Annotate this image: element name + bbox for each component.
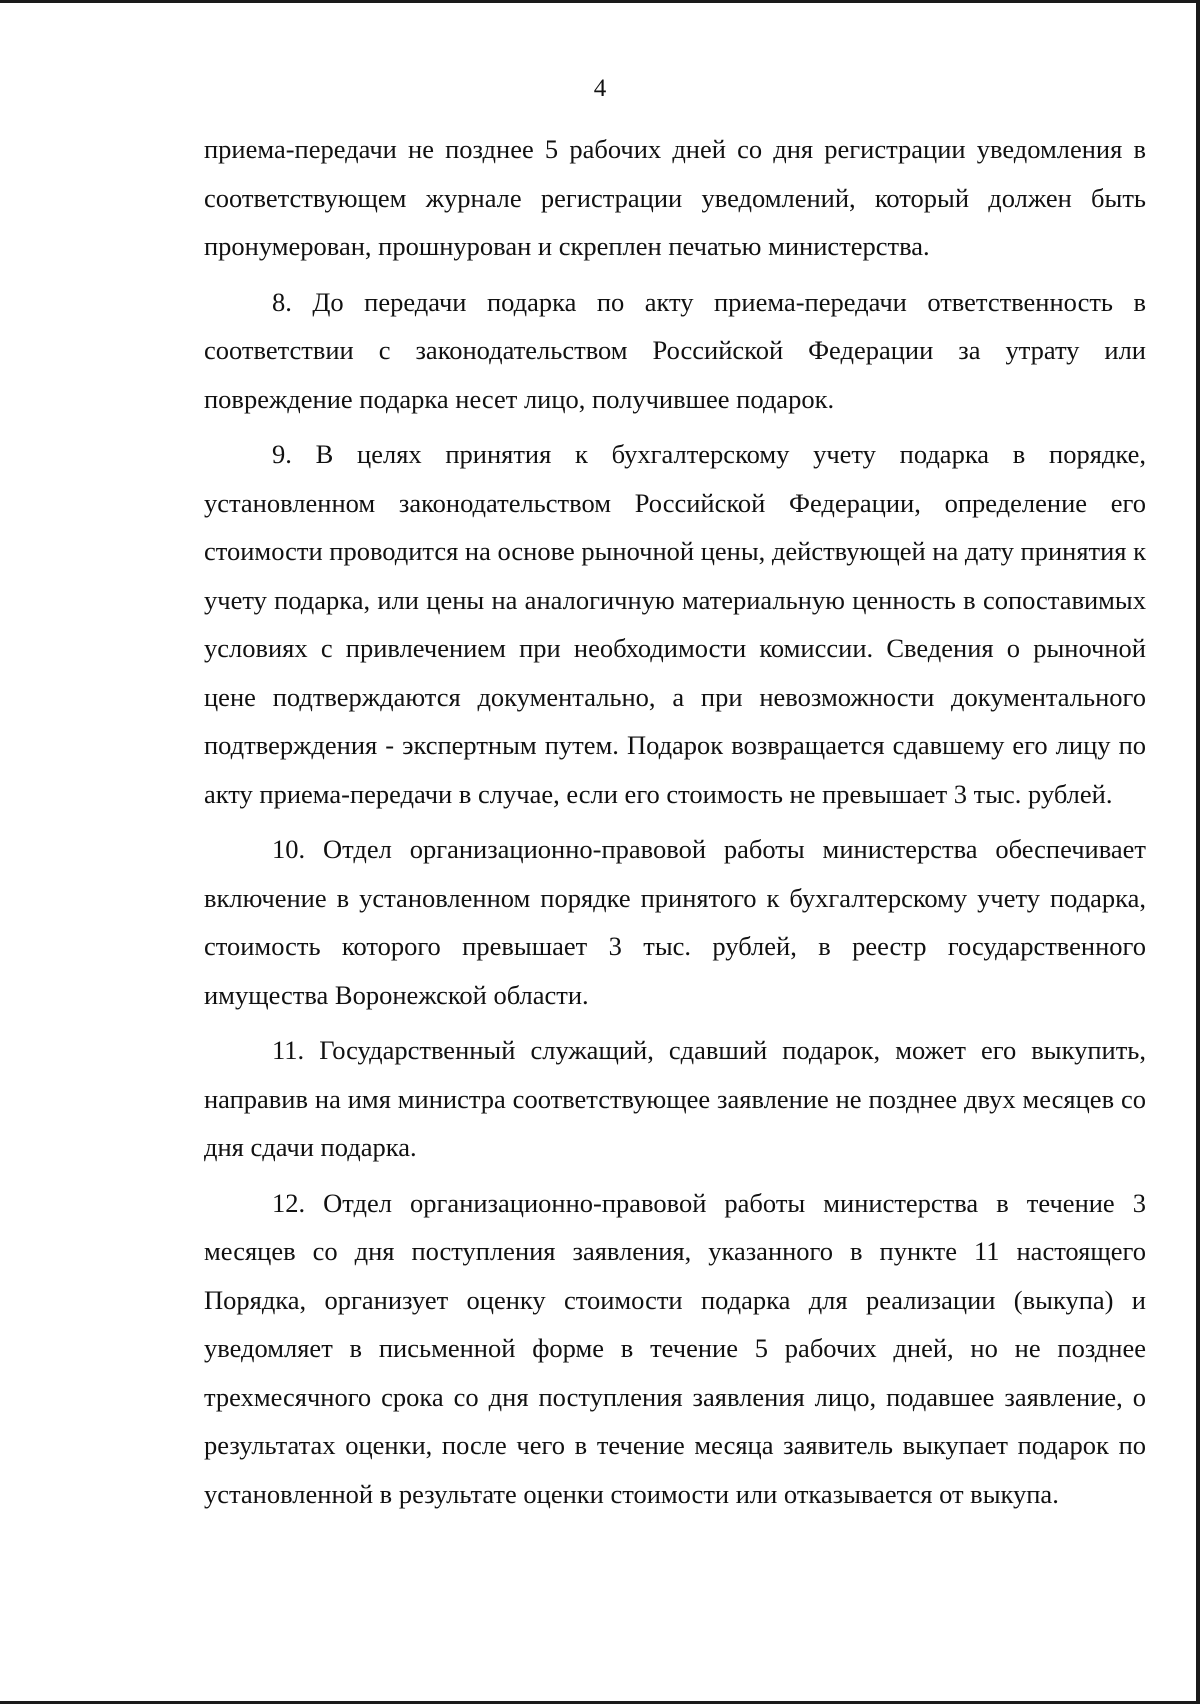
paragraph-item-10: 10. Отдел организационно-правовой работы министерства обеспечивает включение в установленном порядке принятого к бухгалтерскому учету подарка, стоимость которого превышает 3 тыс. рублей, в реестр государственного имущества Воронежской области. — [204, 834, 1146, 1010]
page-number: 4 — [593, 75, 607, 102]
paragraph-item-8: 8. До передачи подарка по акту приема-передачи ответственность в соответствии с законодательством Российской Федерации за утрату или повреждение подарка несет лицо, получившее подарок. — [204, 286, 1146, 414]
scan-border-right — [1196, 0, 1200, 1704]
paragraph-item-11: 11. Государственный служащий, сдавший подарок, может его выкупить, направив на имя министра соответствующее заявление не позднее двух месяцев со дня сдачи подарка. — [204, 1035, 1146, 1162]
document-body — [204, 125, 1146, 1525]
scan-border-top — [0, 0, 1200, 3]
paragraph-item-9: 9. В целях принятия к бухгалтерскому учету подарка в порядке, установленном законодательством Российской Федерации, определение его стоимости проводится на основе рыночной цены, действующей на дату принятия к учету подарка, или цены на аналогичную материальную ценность в сопоставимых условиях с привлечением при необходимости комиссии. Сведения о рыночной цене подтверждаются документально, а при невозможности документального подтверждения - экспертным путем. Подарок возвращается сдавшему его лицу по акту приема-передачи в случае, если его стоимость не превышает 3 тыс. рублей. — [204, 439, 1146, 809]
paragraph-item-12: 12. Отдел организационно-правовой работы министерства в течение 3 месяцев со дня поступления заявления, указанного в пункте 11 настоящего Порядка, организует оценку стоимости подарка для реализации (выкупа) и уведомляет в письменной форме в течение 5 рабочих дней, но не позднее трехмесячного срока со дня поступления заявления лицо, подавшее заявление, о результатах оценки, после чего в течение месяца заявитель выкупает подарок по установленной в результате оценки стоимости или отказывается от выкупа. — [204, 1187, 1146, 1509]
paragraph-continuation: приема-передачи не позднее 5 рабочих дней со дня регистрации уведомления в соответствующем журнале регистрации уведомлений, который должен быть пронумерован, прошнурован и скреплен печатью министерства. — [204, 134, 1146, 261]
